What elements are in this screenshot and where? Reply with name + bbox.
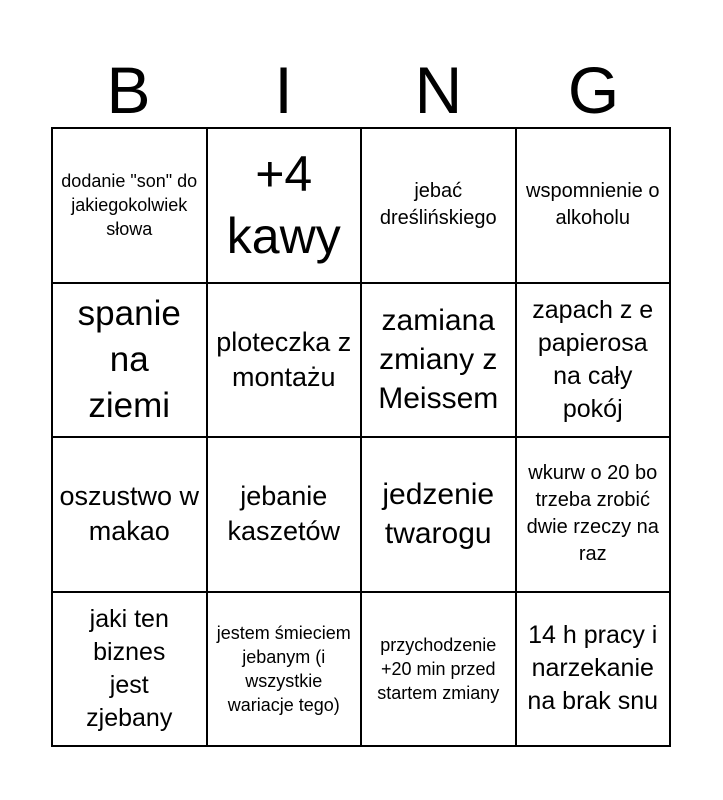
cell-text: +4 kawy bbox=[226, 146, 341, 265]
header-letter-g: G bbox=[567, 53, 620, 127]
bingo-cell[interactable] bbox=[207, 283, 362, 438]
cell-text: wkurw o 20 bo trzeba zrobić dwie rzeczy na raz bbox=[526, 462, 659, 566]
bingo-cell[interactable] bbox=[207, 592, 362, 747]
bingo-cell[interactable] bbox=[361, 437, 516, 592]
cell-text: 14 h pracy i narzekanie na brak snu bbox=[527, 621, 659, 716]
bingo-cell[interactable] bbox=[207, 128, 362, 283]
cell-text: oszustwo w makao bbox=[59, 481, 200, 547]
cell-text: dodanie "son" do jakiegokolwiek słowa bbox=[61, 171, 198, 240]
bingo-cell[interactable] bbox=[516, 437, 671, 592]
header-letter-n: N bbox=[414, 53, 463, 127]
bingo-cell[interactable] bbox=[361, 283, 516, 438]
bingo-cell[interactable] bbox=[516, 128, 671, 283]
bingo-cell[interactable] bbox=[361, 592, 516, 747]
cell-text: wspomnienie o alkoholu bbox=[526, 180, 660, 230]
bingo-cell[interactable] bbox=[207, 437, 362, 592]
cell-text: zapach z e papierosa na cały pokój bbox=[532, 295, 654, 423]
cell-text: spanie na ziemi bbox=[77, 293, 181, 425]
cell-text: jedzenie twarogu bbox=[382, 478, 495, 551]
cell-text: ploteczka z montażu bbox=[216, 326, 352, 392]
bingo-board bbox=[51, 127, 671, 747]
header-letter-b: B bbox=[106, 53, 151, 127]
header-letter-i: I bbox=[274, 53, 293, 127]
bingo-cell[interactable] bbox=[52, 128, 207, 283]
bingo-header bbox=[51, 52, 671, 128]
cell-text: przychodzenie +20 min przed startem zmiany bbox=[377, 634, 500, 703]
bingo-cell[interactable] bbox=[52, 283, 207, 438]
cell-text: jaki ten biznes jest zjebany bbox=[86, 604, 173, 732]
cell-text: jebanie kaszetów bbox=[227, 481, 341, 547]
cell-text: jebać dreślińskiego bbox=[379, 180, 497, 230]
cell-text: jestem śmieciem jebanym (i wszystkie wariacje tego) bbox=[216, 622, 351, 715]
bingo-cell[interactable] bbox=[361, 128, 516, 283]
bingo-cell[interactable] bbox=[516, 592, 671, 747]
bingo-cell[interactable] bbox=[52, 437, 207, 592]
bingo-cell[interactable] bbox=[52, 592, 207, 747]
cell-text: zamiana zmiany z Meissem bbox=[378, 304, 499, 416]
bingo-cell[interactable] bbox=[516, 283, 671, 438]
